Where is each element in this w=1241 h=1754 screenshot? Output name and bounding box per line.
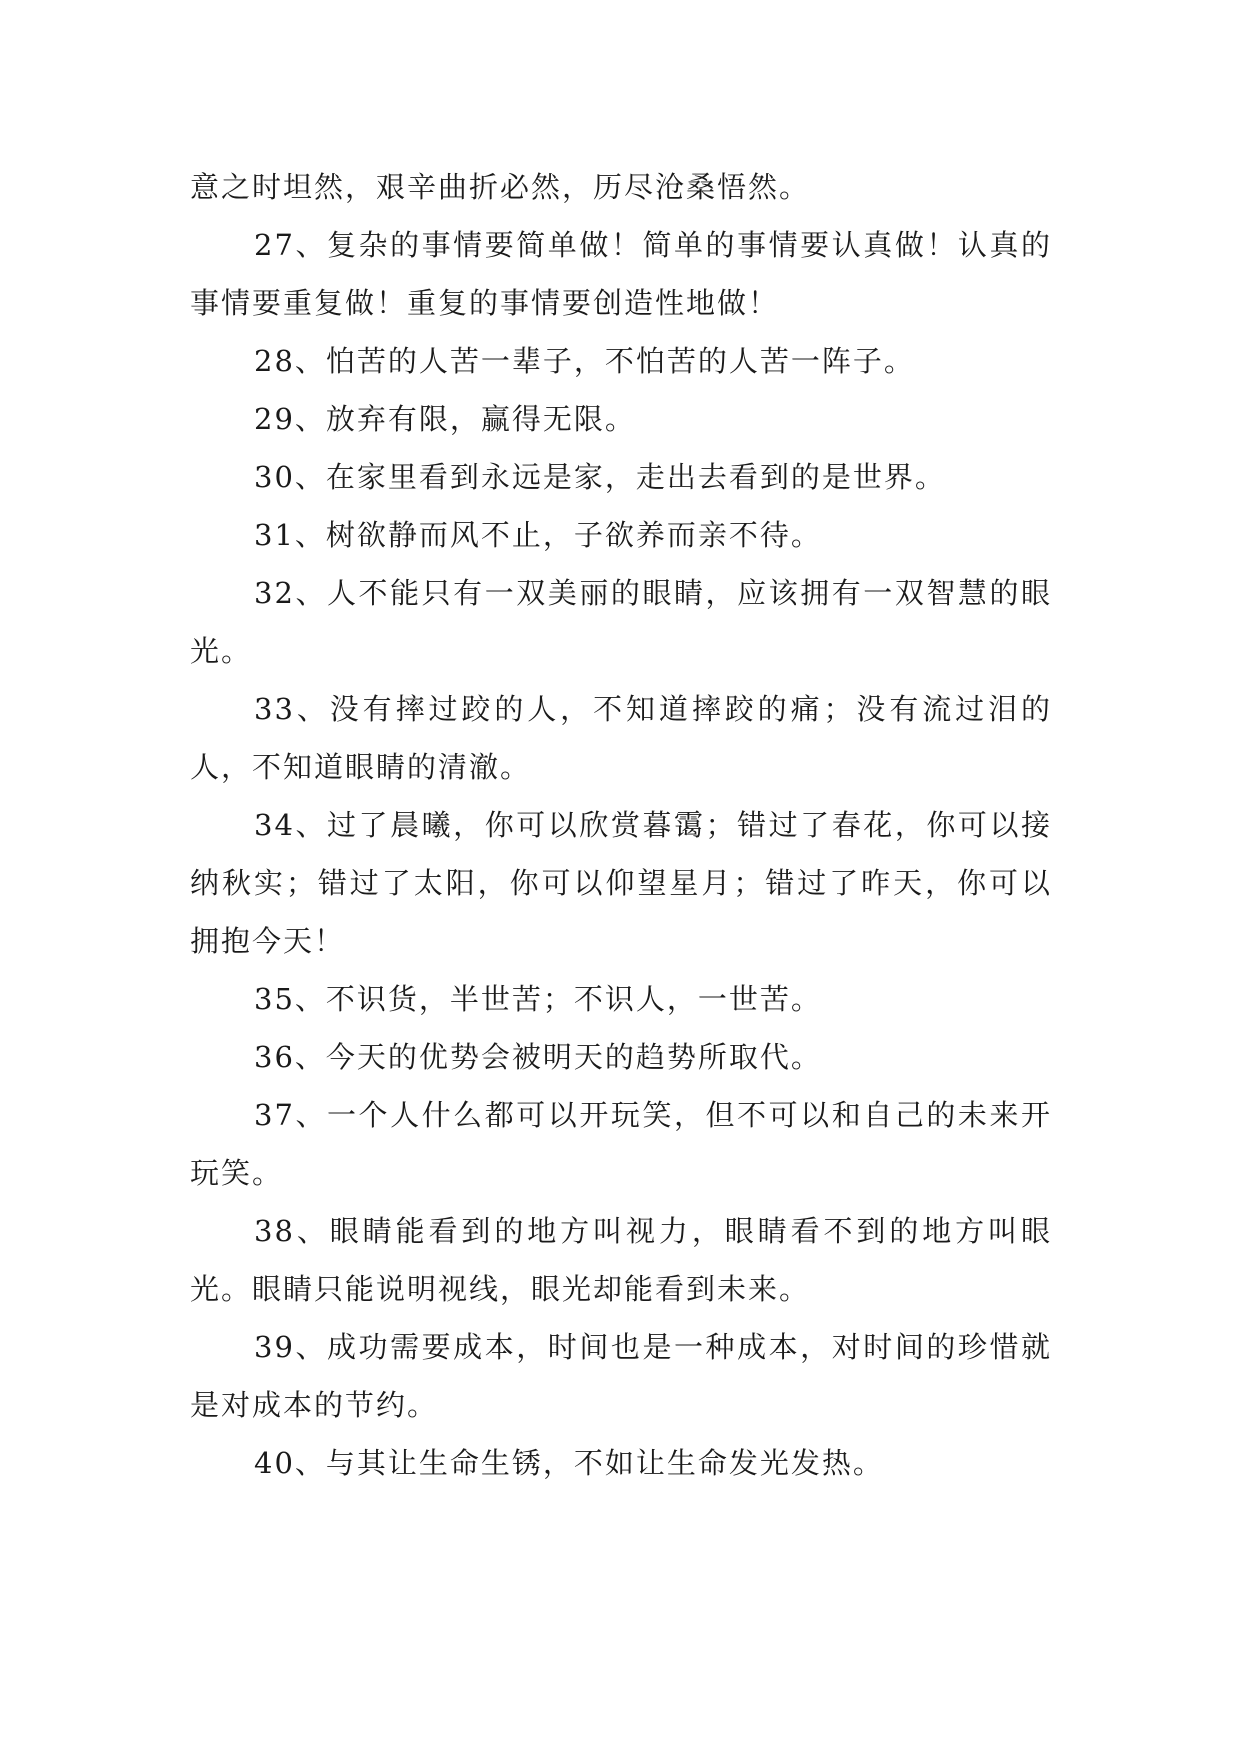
quote-27: 27、复杂的事情要简单做！简单的事情要认真做！认真的事情要重复做！重复的事情要创造性地做！ (190, 228, 1052, 320)
quote-28: 28、怕苦的人苦一辈子，不怕苦的人苦一阵子。 (254, 344, 915, 378)
quote-36: 36、今天的优势会被明天的趋势所取代。 (254, 1040, 822, 1074)
quote-37: 37、一个人什么都可以开玩笑，但不可以和自己的未来开玩笑。 (190, 1098, 1052, 1190)
quote-35: 35、不识货，半世苦；不识人，一世苦。 (254, 982, 822, 1016)
quote-30: 30、在家里看到永远是家，走出去看到的是世界。 (254, 460, 946, 494)
document-body (190, 158, 1052, 1492)
quote-32: 32、人不能只有一双美丽的眼睛，应该拥有一双智慧的眼光。 (190, 576, 1052, 668)
quote-40: 40、与其让生命生锈，不如让生命发光发热。 (254, 1446, 884, 1480)
quote-33: 33、没有摔过跤的人，不知道摔跤的痛；没有流过泪的人，不知道眼睛的清澈。 (190, 692, 1052, 784)
quote-31: 31、树欲静而风不止，子欲养而亲不待。 (254, 518, 822, 552)
quote-29: 29、放弃有限，赢得无限。 (254, 402, 636, 436)
quote-39: 39、成功需要成本，时间也是一种成本，对时间的珍惜就是对成本的节约。 (190, 1330, 1052, 1422)
quote-38: 38、眼睛能看到的地方叫视力，眼睛看不到的地方叫眼光。眼睛只能说明视线，眼光却能看到未来。 (190, 1214, 1052, 1306)
paragraph-continuation: 意之时坦然，艰辛曲折必然，历尽沧桑悟然。 (190, 170, 811, 204)
quote-34: 34、过了晨曦，你可以欣赏暮霭；错过了春花，你可以接纳秋实；错过了太阳，你可以仰望星月；错过了昨天，你可以拥抱今天！ (190, 808, 1052, 958)
